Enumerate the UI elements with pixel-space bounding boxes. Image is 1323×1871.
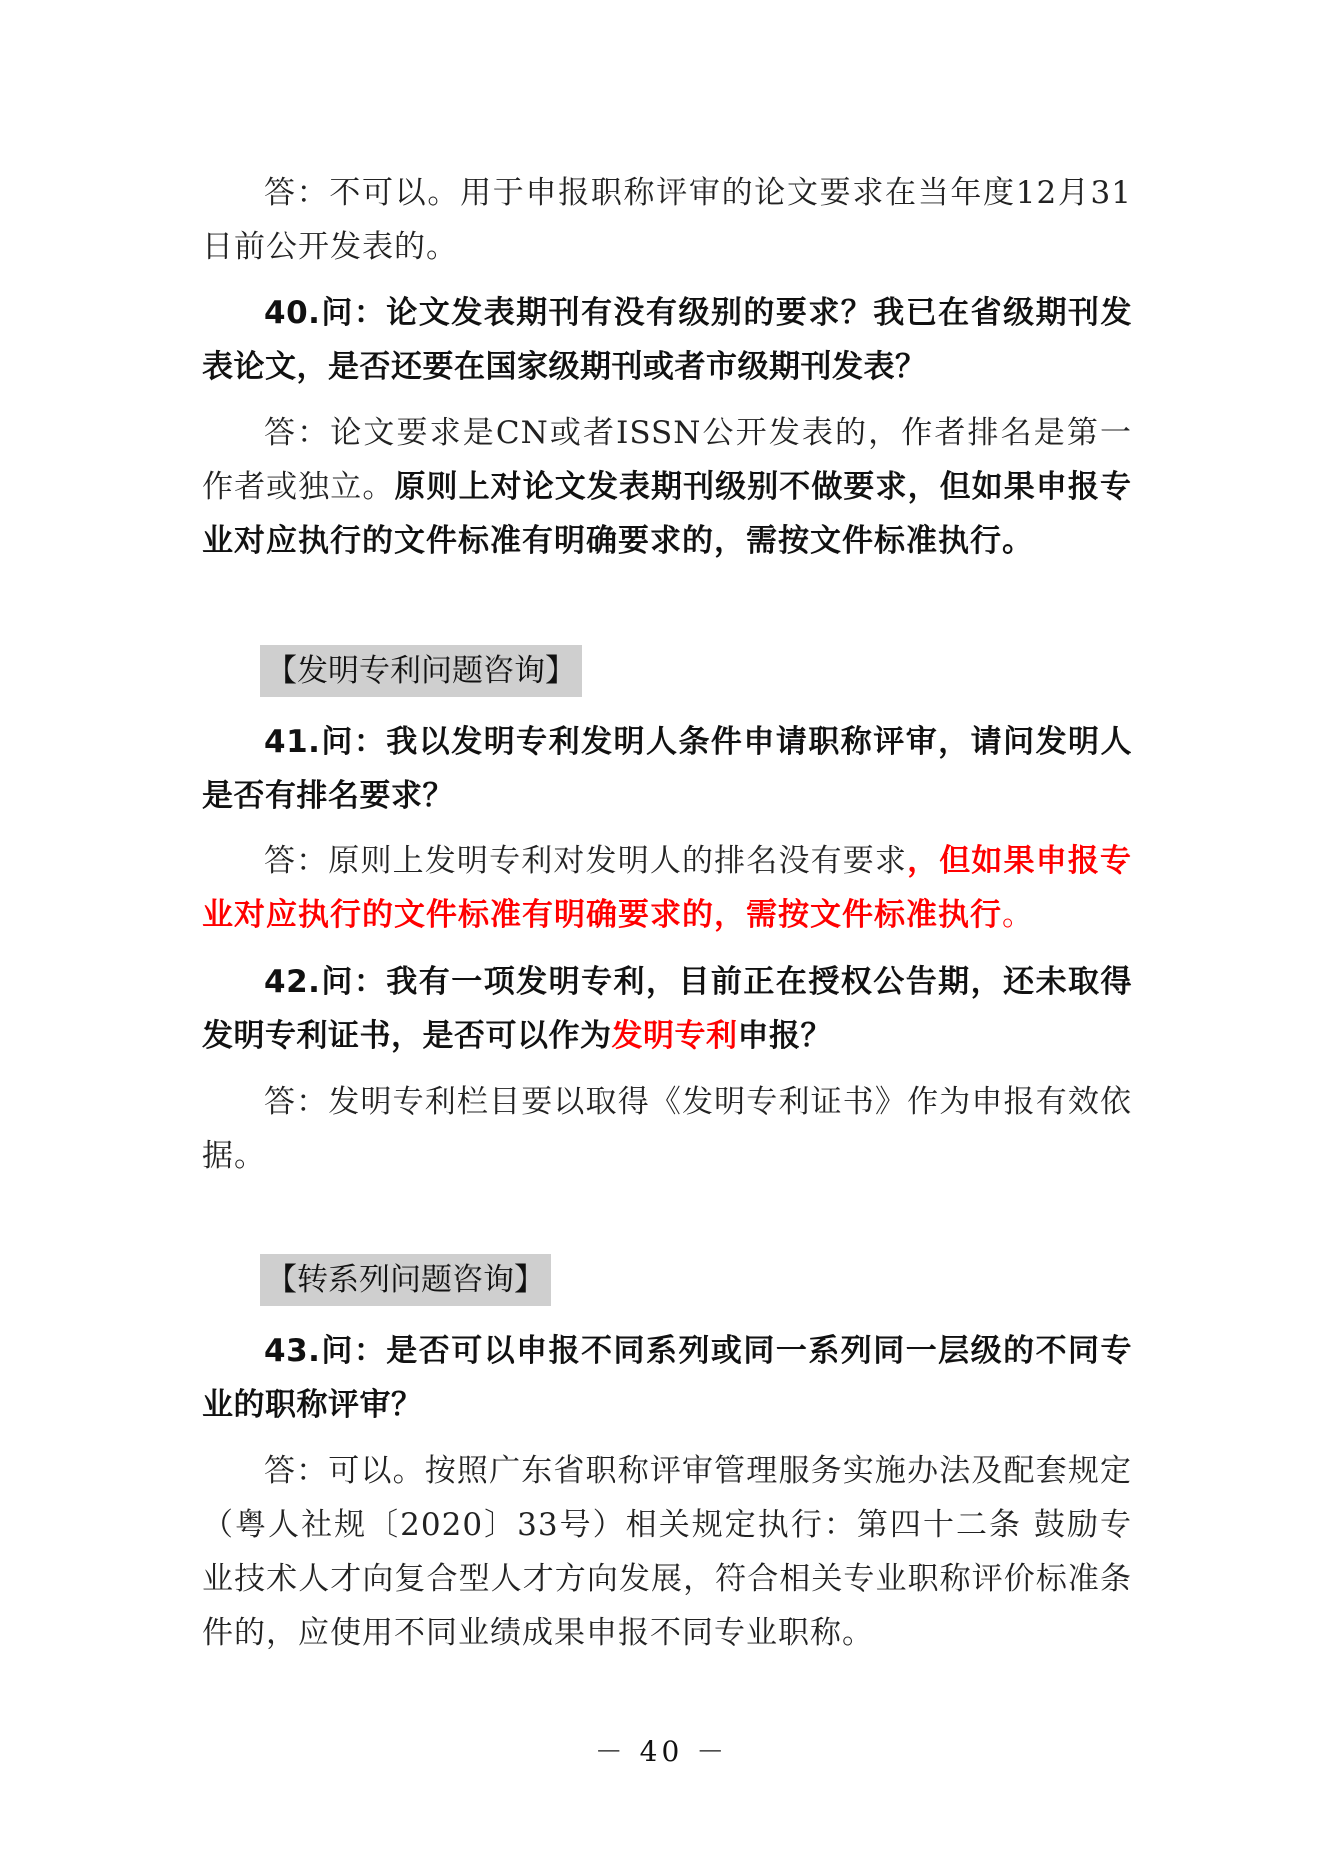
question-42 [202,955,1132,1063]
answer-41-end: 。 [1002,897,1034,933]
question-40-text: 40.问：论文发表期刊有没有级别的要求？我已在省级期刊发表论文，是否还要在国家级期刊或者市级期刊发表？ [202,295,1132,385]
answer-40-normal: 答：论文要求是CN或者ISSN公开发表的，作者排名是第一作者或独立。 [202,415,1132,505]
page-number: － 40 － [594,1735,729,1768]
answer-43 [202,1444,1132,1660]
question-43 [202,1324,1132,1432]
question-43-text: 43.问：是否可以申报不同系列或同一系列同一层级的不同专业的职称评审？ [202,1333,1132,1423]
question-40 [202,286,1132,394]
question-42-red: 发明专利 [611,1018,738,1054]
answer-42-text: 答：发明专利栏目要以取得《发明专利证书》作为申报有效依据。 [202,1084,1132,1174]
question-41 [202,715,1132,823]
question-41-text: 41.问：我以发明专利发明人条件申请职称评审，请问发明人是否有排名要求？ [202,724,1132,814]
answer-43-text: 答：可以。按照广东省职称评审管理服务实施办法及配套规定（粤人社规〔2020〕33号）相关规定执行：第四十二条 鼓励专业技术人才向复合型人才方向发展，符合相关专业职称评价标准条件的，应使用不同业绩成果申报不同专业职称。 [202,1453,1132,1651]
answer-40 [202,406,1132,568]
answer-prefix: 答： [264,175,330,211]
section-heading-patent: 【发明专利问题咨询】 [260,645,582,697]
answer-42 [202,1075,1132,1183]
answer-41 [202,834,1132,942]
answer-text: 不可以。用于申报职称评审的论文要求在当年度12月31日前公开发表的。 [202,175,1133,265]
answer-40-bold: 原则上对论文发表期刊级别不做要求，但如果申报专业对应执行的文件标准有明确要求的，需按文件标准执行。 [202,469,1133,559]
section-heading-transfer: 【转系列问题咨询】 [260,1254,551,1306]
answer-39 [202,166,1132,274]
answer-41-normal: 答：原则上发明专利对发明人的排名没有要求 [264,843,908,879]
answer-41-red: ，但如果申报专业对应执行的文件标准有明确要求的，需按文件标准执行 [202,843,1133,933]
question-42-text-a: 42.问：我有一项发明专利，目前正在授权公告期，还未取得发明专利证书，是否可以作为 [202,964,1132,1054]
question-42-text-b: 申报？ [737,1018,832,1054]
